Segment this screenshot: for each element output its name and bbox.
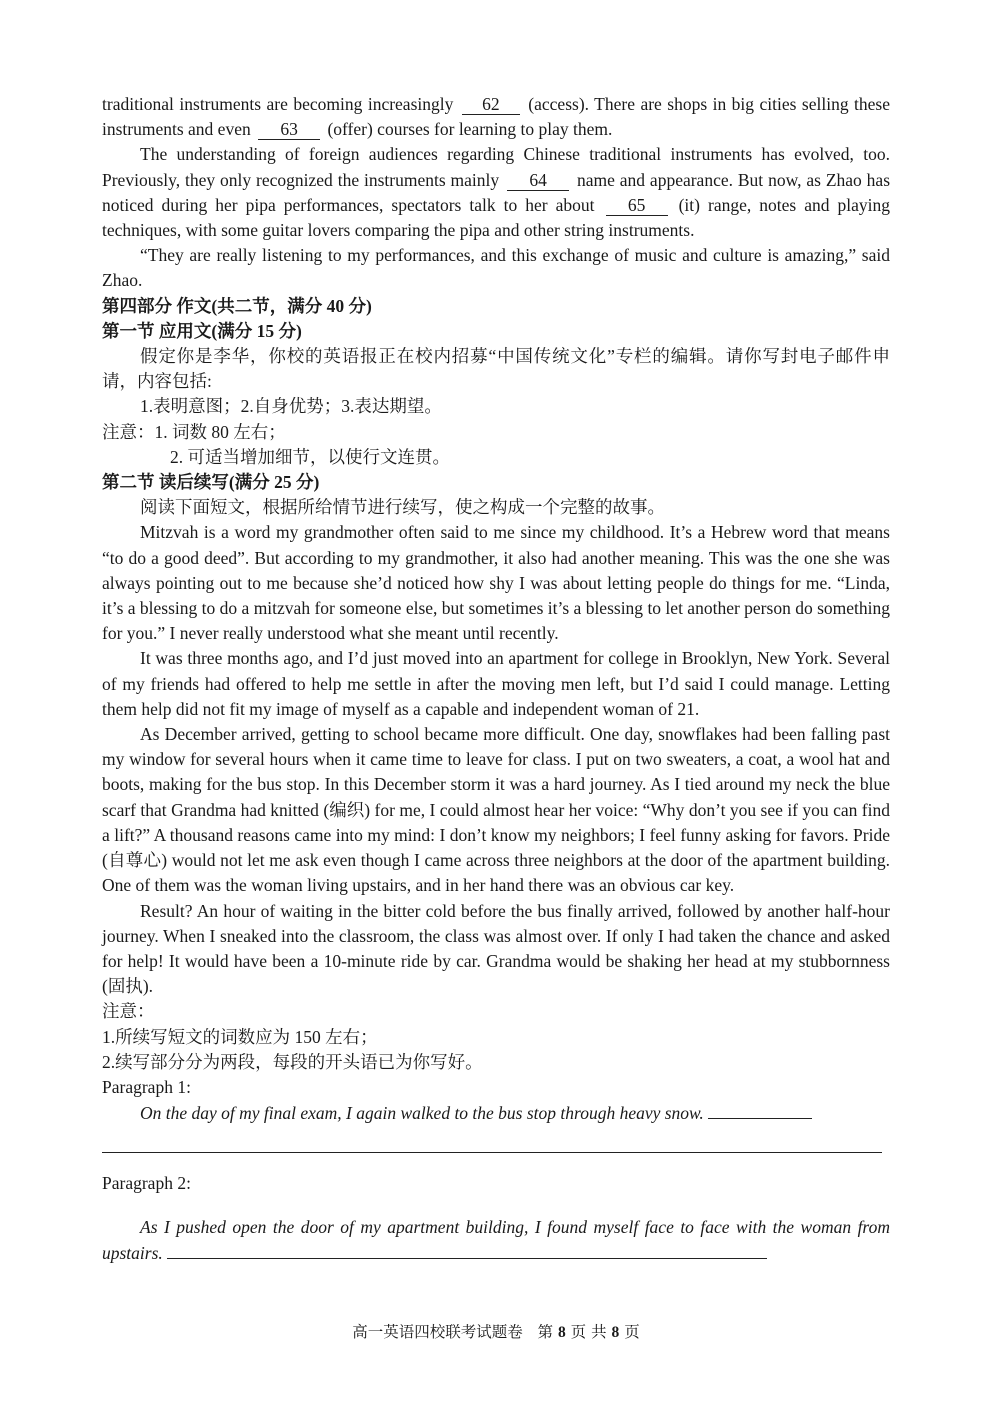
story-paragraph: Mitzvah is a word my grandmother often said to me since my childhood. It’s a Hebrew word that means “to do a good deed”. But according to my grandmother, it also had another meaning. This was the one she was always pointing out to me because she’d noticed how shy I was about letting people do things for me. “Linda, it’s a blessing to do a mitzvah for someone else, but sometimes it’s a blessing to let another person do something for you.” I never really understood what she meant until recently. [102, 522, 890, 644]
text: name and appearance. But now, as Zhao has noticed during her pipa performances, spectators talk to her about [102, 169, 891, 215]
note-line: 2.续写部分分为两段，每段的开头语已为你写好。 [102, 1051, 483, 1072]
page-total: 8 [611, 1324, 620, 1341]
section-prompt: 假定你是李华，你校的英语报正在校内招募“中国传统文化”专栏的编辑。请你写封电子邮件申请，内容包括: [102, 346, 890, 392]
answer-blank-65[interactable]: 65 [606, 195, 668, 216]
text: The understanding of foreign audiences regarding Chinese traditional instruments has evolved, too. Previously, they only recognized the instruments mainly [102, 144, 890, 190]
paragraph-label: Paragraph 2: [102, 1173, 191, 1194]
answer-blank-64[interactable]: 64 [507, 170, 569, 191]
text: (it) range, notes and playing techniques, with some guitar lovers comparing the pipa and other string instruments. [102, 194, 891, 241]
note-line: 1.所续写短文的词数应为 150 左右； [102, 1026, 378, 1047]
paragraph-starter [102, 1215, 890, 1266]
section-prompt: 阅读下面短文，根据所给情节进行续写，使之构成一个完整的故事。 [140, 497, 665, 518]
text: On the day of my final exam, I again walked to the bus stop through heavy snow. [140, 1103, 704, 1124]
passage-paragraph [102, 92, 890, 142]
passage-paragraph [102, 142, 890, 243]
writing-line[interactable] [708, 1100, 812, 1119]
section-heading: 第二节 读后续写(满分 25 分) [102, 472, 320, 493]
footer-text: 页 共 [570, 1323, 607, 1341]
notes-label: 注意： [102, 1001, 155, 1022]
page-footer [0, 1320, 992, 1342]
story-paragraph: Result? An hour of waiting in the bitter cold before the bus finally arrived, followed by another half-hour journey. When I sneaked into the classroom, the class was almost over. If only I had taken the chance and asked for help! It would have been a 10-minute ride by car. Grandma would be shaking her head at my stubbornness (固执). [102, 900, 890, 997]
footer-text: 第 [537, 1323, 554, 1341]
part-heading: 第四部分 作文(共二节，满分 40 分) [102, 295, 372, 316]
content-items: 1.表明意图；2.自身优势；3.表达期望。 [140, 396, 442, 417]
text: (access). There are shops in big cities selling these instruments and even [102, 94, 891, 140]
text: (offer) courses for learning to play them. [327, 119, 613, 140]
note-line: 2. 可适当增加细节，以使行文连贯。 [170, 446, 450, 467]
answer-blank-63[interactable]: 63 [258, 119, 320, 140]
story-paragraph: As December arrived, getting to school became more difficult. One day, snowflakes had been falling past my window for several hours when it came time to leave for class. I put on two sweaters, a coat, a wool hat and boots, making for the bus stop. In this December storm it was a hard journey. As I tied around my neck the blue scarf that Grandma had knitted (编织) for me, I could almost hear her voice: “Why don’t you see if you can find a lift?” A thousand reasons came into my mind: I don’t know my neighbors; I feel funny asking for favors. Pride (自尊心) would not let me ask even though I came across three neighbors at the door of the apartment building. One of them was the woman living upstairs, and in her hand there was an obvious car key. [102, 724, 890, 896]
paragraph-starter [102, 1100, 890, 1126]
text: As I pushed open the door of my apartment building, I found myself face to face with the woman from upstairs. [102, 1216, 890, 1263]
page-number: 8 [557, 1324, 566, 1341]
passage-paragraph: “They are really listening to my performances, and this exchange of music and culture is amazing,” said Zhao. [102, 245, 890, 291]
footer-text: 页 [624, 1323, 640, 1341]
note-line: 注意：1. 词数 80 左右； [102, 421, 286, 442]
exam-page [102, 92, 890, 1266]
text: traditional instruments are becoming increasingly [102, 94, 454, 114]
exam-title: 高一英语四校联考试题卷 [352, 1323, 523, 1341]
writing-line[interactable] [102, 1152, 882, 1153]
answer-blank-62[interactable]: 62 [462, 94, 520, 115]
paragraph-label: Paragraph 1: [102, 1076, 191, 1097]
section-heading: 第一节 应用文(满分 15 分) [102, 320, 302, 341]
writing-line[interactable] [167, 1240, 767, 1259]
story-paragraph: It was three months ago, and I’d just moved into an apartment for college in Brooklyn, New York. Several of my friends had offered to help me settle in after the moving men left, but I’d said I could manage. Letting them help did not fit my image of myself as a capable and independent woman of 21. [102, 648, 890, 719]
